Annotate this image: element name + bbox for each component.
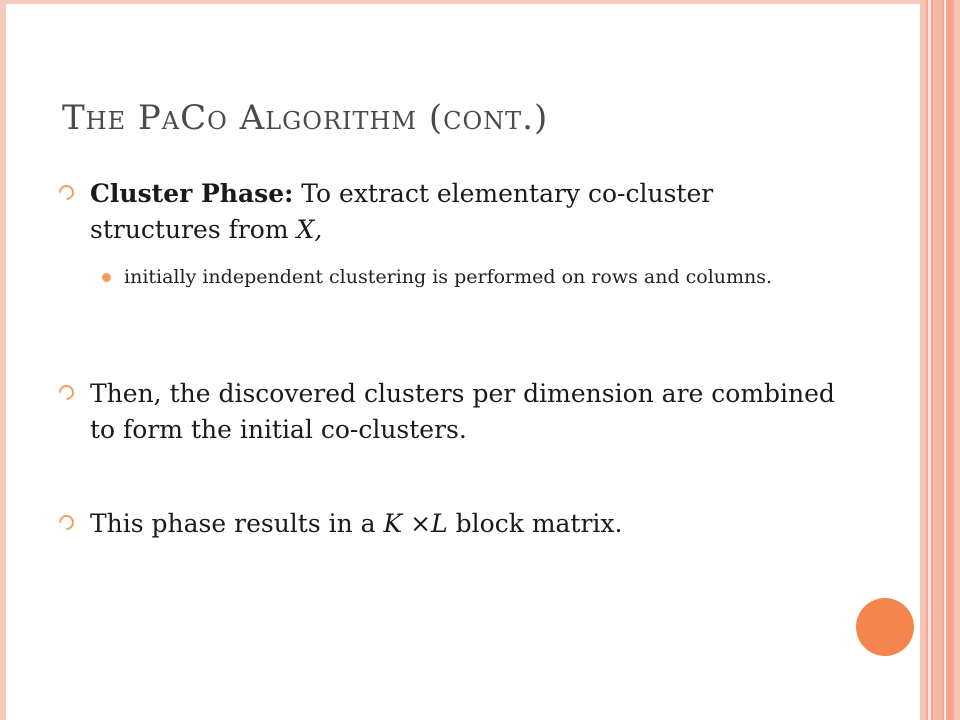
decorative-circle [856,598,914,656]
stripe [920,0,926,720]
bullet-text: Then, the discovered clusters per dimension are combined to form the initial co-clusters. [90,379,835,444]
left-border [0,0,6,720]
bullet-text: To extract elementary co-cluster structures from [90,179,714,244]
bullet-block-matrix [90,506,850,542]
sub-bullet-text: initially independent clustering is performed on rows and columns. [124,266,773,288]
stripe [948,0,952,720]
bullet-italic-var: K ×L [383,509,448,538]
bullet-bold-label: Cluster Phase: [90,179,294,208]
slide-title: The PaCo Algorithm (cont.) [62,98,549,138]
bullet-text-pre: This phase results in a [90,509,384,538]
bullet-cluster-phase [90,176,850,248]
decorative-stripes [920,0,960,720]
stripe [928,0,931,720]
stripe [944,0,946,720]
bullet-text-post: block matrix. [447,509,623,538]
top-border [0,0,922,4]
sub-bullet [124,260,844,294]
stripe [933,0,942,720]
bullet-combine [90,376,850,448]
bullet-italic-var: X, [296,215,323,244]
stripe [954,0,960,720]
